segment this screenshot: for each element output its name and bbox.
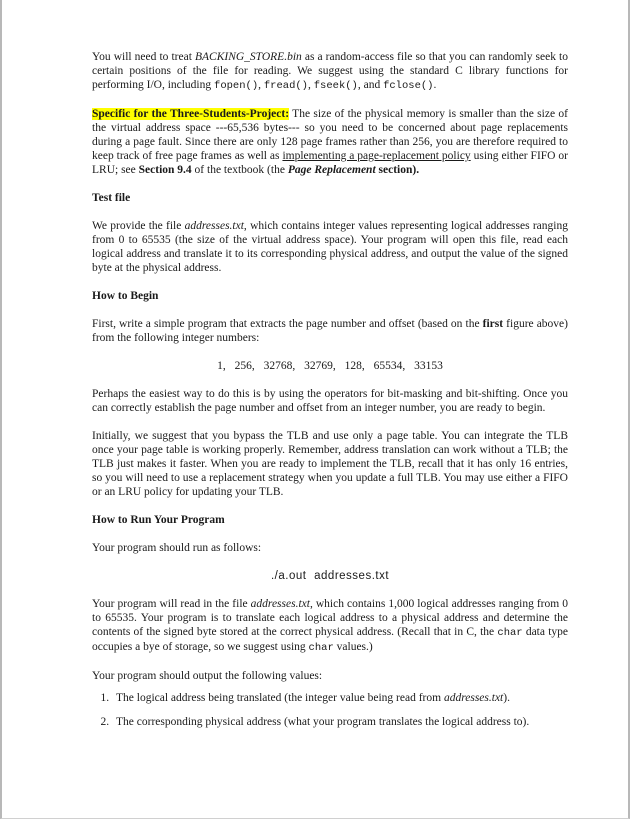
- heading-how-to-begin: How to Begin: [92, 290, 159, 302]
- text: We provide the file: [92, 220, 185, 232]
- section-title: Page Replacement: [287, 164, 376, 176]
- text: , and: [357, 79, 384, 91]
- paragraph-begin-1: [92, 317, 568, 345]
- paragraph-run-intro: Your program should run as follows:: [92, 542, 262, 554]
- code-fopen: fopen(): [214, 80, 259, 92]
- text: data type occupies a bye of storage, so we suggest using: [92, 626, 569, 653]
- section-reference: Section 9.4: [138, 164, 192, 176]
- filename-addresses: addresses.txt: [443, 692, 504, 704]
- text: using either FIFO or LRU; see: [92, 150, 568, 176]
- command-line: ./a.out addresses.txt: [270, 570, 390, 582]
- text: figure above) from the following integer numbers:: [92, 318, 568, 344]
- code-fseek: fseek(): [313, 80, 358, 92]
- text: The corresponding physical address (what your program translates the logical address to).: [116, 716, 530, 728]
- code-fread: fread(): [263, 80, 308, 92]
- text: of the textbook (the: [191, 164, 288, 176]
- list-item: [112, 715, 568, 729]
- separator: ,: [307, 79, 314, 91]
- text: The logical address being translated (the integer value being read from: [116, 692, 444, 704]
- filename-addresses: addresses.txt: [184, 220, 244, 232]
- page-content: [92, 50, 568, 739]
- code-char: char: [497, 627, 523, 639]
- code-fclose: fclose(): [383, 80, 434, 92]
- text: First, write a simple program that extracts the page number and offset (based on the: [92, 318, 483, 330]
- text: , which contains 1,000 logical addresses ranging from 0 to 65535. Your program is to translate each logical address to a physical address and determine the contents of the signed byte stored at the correct physical address. (Recall that in C, the: [92, 598, 568, 638]
- text: Your program will read in the file: [92, 598, 251, 610]
- text: section).: [375, 164, 420, 176]
- underlined-requirement: implementing a page-replacement policy: [282, 150, 471, 162]
- paragraph-run-1: [92, 597, 568, 655]
- list-item: [112, 691, 568, 705]
- heading-how-to-run: How to Run Your Program: [92, 514, 225, 526]
- paragraph-begin-2: Perhaps the easiest way to do this is by using the operators for bit-masking and bit-shifting. Once you can correctly establish the page number and offset from an integer number, you are ready to begin.: [92, 388, 568, 414]
- text: as a random-access file so that you can randomly seek to certain positions of the file for reading. We suggest using the standard C library functions for performing I/O, including: [92, 51, 568, 91]
- filename-addresses: addresses.txt: [250, 598, 310, 610]
- text: .: [433, 79, 437, 91]
- separator: ,: [258, 79, 264, 91]
- text: ).: [503, 692, 510, 704]
- heading-test-file: Test file: [92, 192, 131, 204]
- paragraph-test-file: [92, 219, 568, 275]
- text: , which contains integer values representing logical addresses ranging from 0 to 65535 (the size of the virtual address space). Your program will open this file, read each logical address and translate it to its corresponding physical address, and output the value of the signed byte at the physical address.: [92, 220, 568, 274]
- filename-backing-store: BACKING_STORE.bin: [194, 51, 302, 63]
- paragraph-three-students: [92, 107, 568, 177]
- code-char: char: [308, 642, 334, 654]
- text: values.): [333, 641, 373, 653]
- bold-word: first: [482, 318, 504, 330]
- number-list: 1, 256, 32768, 32769, 128, 65534, 33153: [217, 360, 443, 372]
- text: You will need to treat: [92, 51, 195, 63]
- highlighted-label: Specific for the Three-Students-Project:: [92, 108, 290, 120]
- output-list: [92, 691, 568, 729]
- paragraph-begin-3: Initially, we suggest that you bypass the TLB and use only a page table. You can integrate the TLB once your page table is working properly. Remember, address translation can work without a TLB; the TLB just makes it faster. When you are ready to implement the TLB, recall that it has only 16 entries, so you will need to use a replacement strategy when you update a full TLB. You may use either a FIFO or an LRU policy for updating your TLB.: [92, 430, 568, 498]
- text: The size of the physical memory is smaller than the size of the virtual address space ---65,536 bytes--- so you need to be concerned about page replacements during a page fault. Since there are only 128 page frames rather than 256, you are therefore required to keep track of free page frames as well as: [92, 108, 568, 162]
- paragraph-output-intro: Your program should output the following values:: [92, 670, 323, 682]
- paragraph-backing-store: [92, 50, 568, 93]
